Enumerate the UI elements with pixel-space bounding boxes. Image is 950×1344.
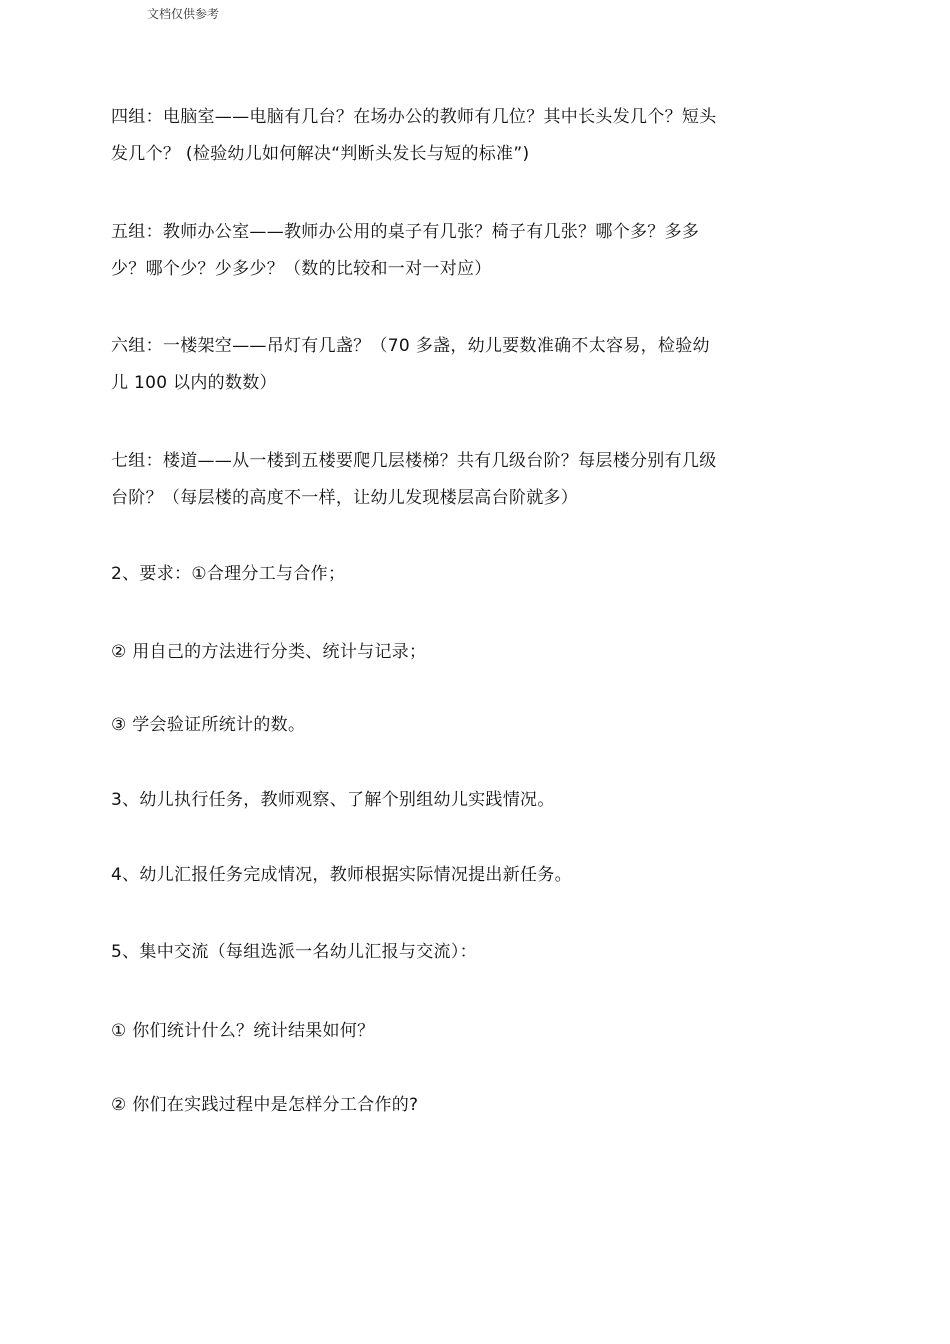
requirements-item bbox=[111, 556, 801, 593]
paragraph-line: 5、集中交流（每组选派一名幼儿汇报与交流）： bbox=[111, 942, 477, 962]
paragraph-line: 五组：教师办公室——教师办公用的桌子有几张？椅子有几张？哪个多？多多 bbox=[111, 222, 700, 242]
paragraph-line: ② 用自己的方法进行分类、统计与记录； bbox=[111, 642, 427, 662]
paragraph-line: 发几个？ (检验幼儿如何解决“判断头发长与短的标准”) bbox=[111, 144, 530, 164]
paragraph-line: ① 你们统计什么？统计结果如何？ bbox=[111, 1021, 375, 1041]
paragraph-line: 台阶？（每层楼的高度不一样，让幼儿发现楼层高台阶就多） bbox=[111, 488, 579, 508]
paragraph-line: 少？哪个少？少多少？（数的比较和一对一对应） bbox=[111, 259, 492, 279]
paragraph-group-6 bbox=[111, 328, 801, 402]
paragraph-line: 七组：楼道——从一楼到五楼要爬几层楼梯？共有几级台阶？每层楼分别有几级 bbox=[111, 451, 717, 471]
paragraph-line: 3、幼儿执行任务，教师观察、了解个别组幼儿实践情况。 bbox=[111, 790, 555, 810]
paragraph-line: ② 你们在实践过程中是怎样分工合作的? bbox=[111, 1095, 419, 1115]
requirement-3 bbox=[111, 707, 801, 744]
header-note: 文档仅供参考 bbox=[147, 7, 220, 21]
paragraph-line: 2、要求：①合理分工与合作； bbox=[111, 564, 346, 584]
step-4 bbox=[111, 857, 801, 894]
paragraph-group-7 bbox=[111, 443, 801, 517]
question-1 bbox=[111, 1013, 801, 1050]
paragraph-line: 六组：一楼架空——吊灯有几盏？（70 多盏，幼儿要数准确不太容易，检验幼 bbox=[111, 336, 710, 356]
requirement-2 bbox=[111, 634, 801, 671]
step-5 bbox=[111, 934, 801, 971]
question-2 bbox=[111, 1087, 801, 1124]
paragraph-line: 四组：电脑室——电脑有几台？在场办公的教师有几位？其中长头发几个？短头 bbox=[111, 107, 717, 127]
paragraph-group-5 bbox=[111, 214, 801, 288]
paragraph-line: 4、幼儿汇报任务完成情况，教师根据实际情况提出新任务。 bbox=[111, 865, 572, 885]
paragraph-line: ③ 学会验证所统计的数。 bbox=[111, 715, 306, 735]
paragraph-line: 儿 100 以内的数数） bbox=[111, 373, 277, 393]
paragraph-group-4 bbox=[111, 99, 801, 173]
step-3 bbox=[111, 782, 801, 819]
